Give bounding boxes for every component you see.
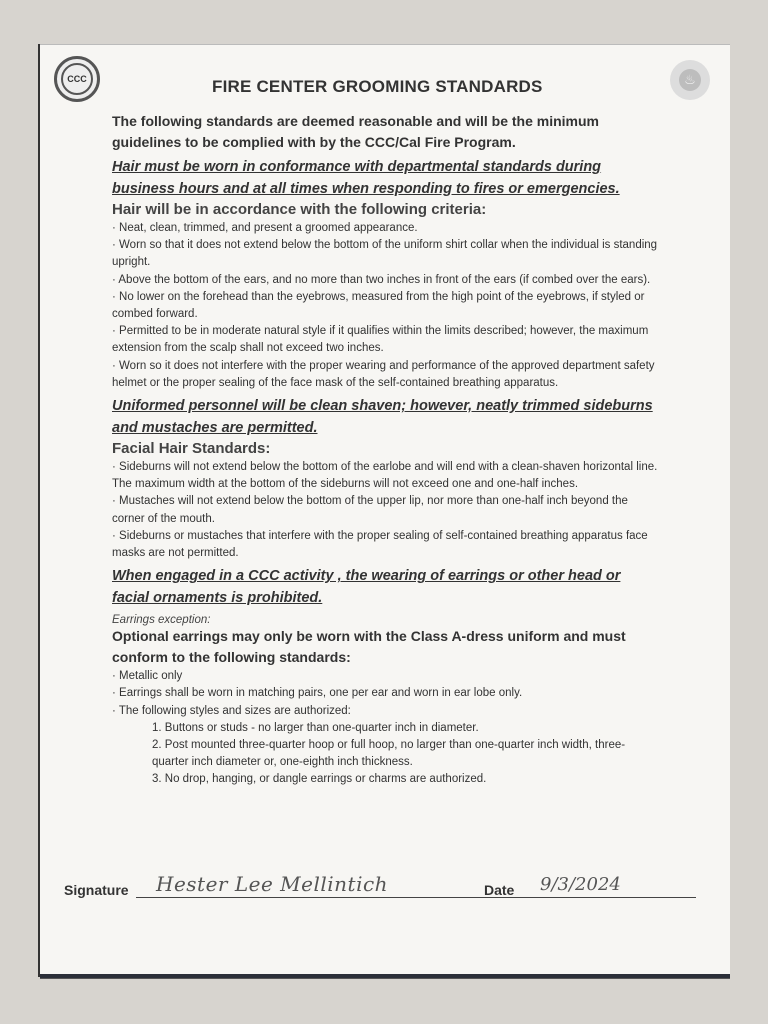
list-item: 2. Post mounted three-quarter hoop or full hoop, no larger than one-quarter inch width, three-quarter inch diameter or, one-eighth inch thickness. (152, 739, 626, 769)
earrings-heading: Optional earrings may only be worn with the Class A-dress uniform and must conform to the following standards: (112, 628, 626, 666)
hair-rule: Hair must be worn in conformance with departmental standards during business hours and at all times when responding to fires or emergencies. (112, 159, 620, 197)
facial-rule: Uniformed personnel will be clean shaven; however, neatly trimmed sideburns and mustaches are permitted. (112, 398, 653, 436)
list-item: · No lower on the forehead than the eyebrows, measured from the high point of the eyebrows, if styled or combed forward. (112, 289, 660, 323)
logo-text: CCC (61, 63, 93, 95)
facial-heading: Facial Hair Standards: (112, 440, 271, 458)
date-line (520, 897, 696, 898)
date-value[interactable]: 9/3/2024 (540, 874, 621, 895)
ccc-seal-logo (54, 56, 100, 102)
page-title: FIRE CENTER GROOMING STANDARDS (212, 77, 543, 96)
list-item: 3. No drop, hanging, or dangle earrings or charms are authorized. (152, 773, 487, 786)
earrings-rule: When engaged in a CCC activity , the wearing of earrings or other head or facial ornaments is prohibited. (112, 568, 621, 606)
hair-criteria-list (112, 220, 660, 392)
intro-text: The following standards are deemed reasonable and will be the minimum guidelines to be complied with by the CCC/Cal Fire Program. (112, 113, 599, 150)
signature-line (136, 897, 544, 898)
facial-hair-list (112, 459, 660, 562)
signature-row (64, 872, 704, 902)
signature-value[interactable]: Hester Lee Mellintich (156, 872, 389, 896)
list-item: · Sideburns or mustaches that interfere with the proper sealing of self-contained breathing apparatus face masks are not permitted. (112, 528, 660, 562)
list-item: · Worn so it does not interfere with the proper wearing and performance of the approved department safety helmet or the proper sealing of the face mask of the self-contained breathing apparatus. (112, 358, 660, 392)
list-item: · Earrings shall be worn in matching pairs, one per ear and worn in ear lobe only. (112, 685, 660, 702)
list-item: · Sideburns will not extend below the bottom of the earlobe and will end with a clean-shaven horizontal line. The maximum width at the bottom of the sideburns will not exceed one and one-half inches. (112, 459, 660, 493)
list-item: · Neat, clean, trimmed, and present a groomed appearance. (112, 220, 660, 237)
list-item: · The following styles and sizes are authorized: (112, 703, 660, 720)
date-label: Date (484, 882, 515, 898)
list-item: · Mustaches will not extend below the bottom of the upper lip, nor more than one-half inch beyond the corner of the mouth. (112, 493, 660, 527)
authorized-styles-list (112, 720, 660, 789)
list-item: · Above the bottom of the ears, and no more than two inches in front of the ears (if combed over the ears). (112, 272, 660, 289)
earrings-list (112, 668, 660, 720)
page-edge (40, 974, 730, 978)
document-body (112, 111, 660, 789)
list-item: 1. Buttons or studs - no larger than one-quarter inch in diameter. (152, 721, 479, 734)
hair-heading: Hair will be in accordance with the following criteria: (112, 201, 487, 218)
signature-label: Signature (64, 882, 129, 898)
list-item: · Worn so that it does not extend below the bottom of the uniform shirt collar when the individual is standing upright. (112, 237, 660, 271)
list-item: · Metallic only (112, 668, 660, 685)
flame-icon: ♨ (670, 60, 710, 100)
earrings-exception-label: Earrings exception: (112, 614, 211, 627)
list-item: · Permitted to be in moderate natural style if it qualifies within the limits described; however, the maximum extension from the scalp shall not exceed two inches. (112, 323, 660, 357)
